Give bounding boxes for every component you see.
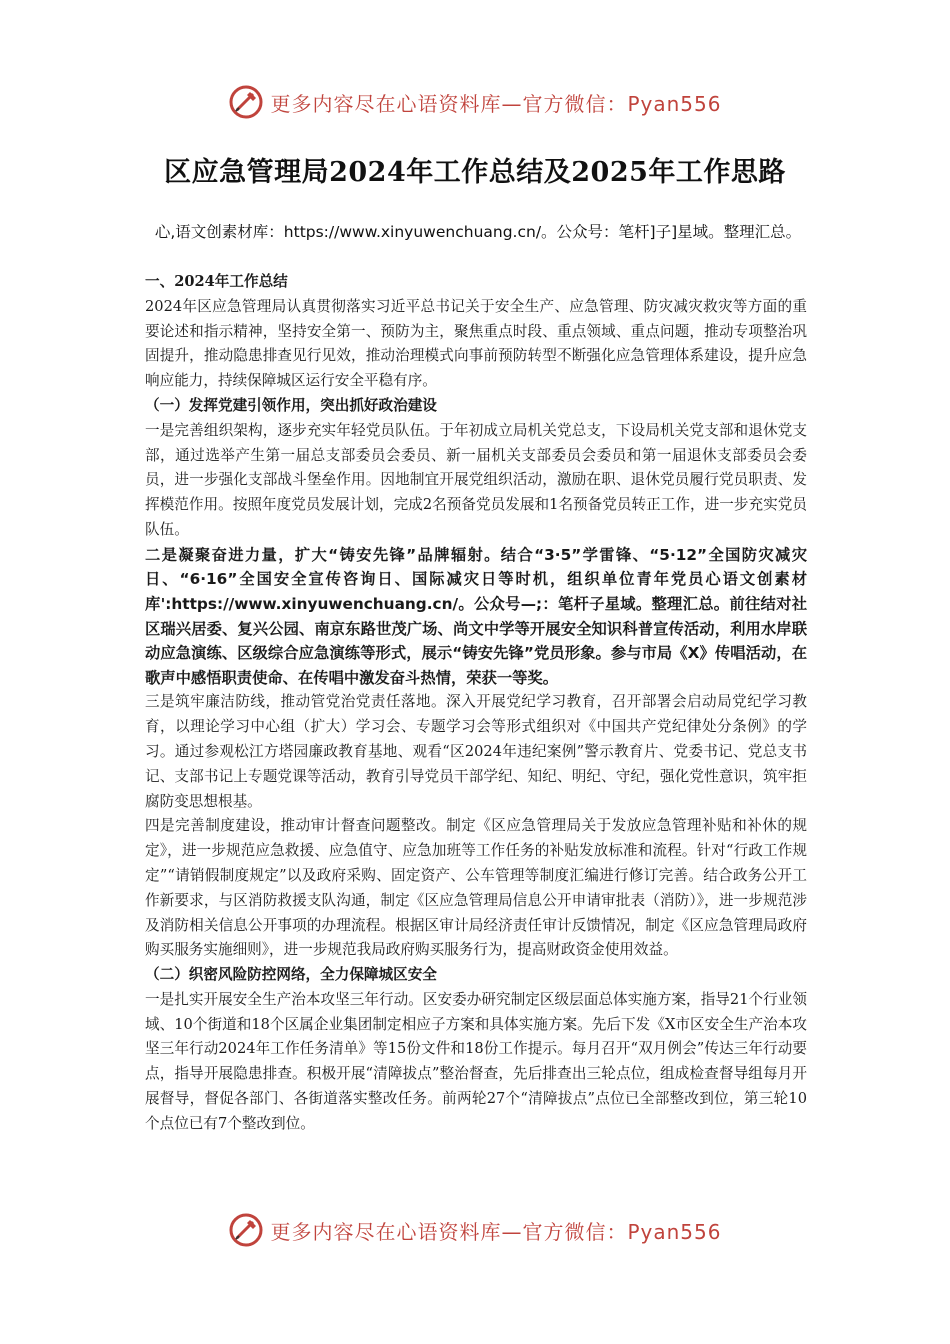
header-banner (0, 80, 950, 124)
paragraph-5: 一是扎实开展安全生产治本攻坚三年行动。区安委办研究制定区级层面总体实施方案，指导21个行业领域、10个街道和18个区属企业集团制定相应子方案和具体实施方案。先后下发《X市区安全生产治本攻坚三年行动2024年工作任务清单》等15份文件和18份工作提示。每月召开“双月例会”传达三年行动要点，指导开展隐患排查。积极开展“清障拔点”整治督查，先后排查出三轮点位，组成检查督导组每月开展督导，督促各部门、各街道落实整改任务。前两轮27个“清障拔点”点位已全部整改到位，第三轮10个点位已有7个整改到位。 (145, 990, 807, 1132)
subsection-heading-2: （二）织密风险防控网络，全力保障城区安全 (145, 966, 437, 984)
logo-icon (228, 84, 264, 120)
paragraph-1: 一是完善组织架构，逐步充实年轻党员队伍。于年初成立局机关党总支，下设局机关党支部和退休党支部，通过选举产生第一届总支部委员会委员、新一届机关支部委员会委员和第一届退休支部委员会委员，进一步强化支部战斗堡垒作用。因地制宜开展党组织活动，激励在职、退休党员履行党员职责、发挥模范作用。按照年度党员发展计划，完成2名预备党员发展和1名预备党员转正工作，进一步充实党员队伍。 (145, 421, 807, 538)
banner-text: 更多内容尽在心语资料库—官方微信：Pyan556 (270, 91, 722, 116)
footer-banner (0, 1208, 950, 1252)
page-title: 区应急管理局2024年工作总结及2025年工作思路 (164, 157, 786, 188)
section-heading: 一、2024年工作总结 (145, 273, 288, 290)
source-note: 心,语文创素材库：https://www.xinyuwenchuang.cn/。公众号：笔杆]子]星域。整理汇总。 (154, 223, 802, 241)
paragraph-4: 四是完善制度建设，推动审计督查问题整改。制定《区应急管理局关于发放应急管理补贴和补休的规定》，进一步规范应急救援、应急值守、应急加班等工作任务的补贴发放标准和流程。针对“行政工作规定”“请销假制度规定”以及政府采购、固定资产、公车管理等制度汇编进行修订完善。结合政务公开工作新要求，与区消防救援支队沟通，制定《区应急管理局信息公开申请审批表（消防）》，进一步规范涉及消防相关信息公开事项的办理流程。根据区审计局经济责任审计反馈情况，制定《区应急管理局政府购买服务实施细则》，进一步规范我局政府购买服务行为，提高财政资金使用效益。 (145, 817, 807, 959)
intro-paragraph: 2024年区应急管理局认真贯彻落实习近平总书记关于安全生产、应急管理、防灾减灾救灾等方面的重要论述和指示精神，坚持安全第一、预防为主，聚焦重点时段、重点领域、重点问题，推动专项整治巩固提升，推动隐患排查见行见效，推动治理模式向事前预防转型不断强化应急管理体系建设，提升应急响应能力，持续保障城区运行安全平稳有序。 (145, 297, 807, 390)
paragraph-3: 三是筑牢廉洁防线，推动管党治党责任落地。深入开展党纪学习教育，召开部署会启动局党纪学习教育，以理论学习中心组（扩大）学习会、专题学习会等形式组织对《中国共产党纪律处分条例》的学习。通过参观松江方塔园廉政教育基地、观看“区2024年违纪案例”警示教育片、党委书记、党总支书记、支部书记上专题党课等活动，教育引导党员干部学纪、知纪、明纪、守纪，强化党性意识，筑牢拒腐防变思想根基。 (145, 693, 807, 810)
subsection-heading-1: （一）发挥党建引领作用，突出抓好政治建设 (145, 396, 437, 414)
paragraph-2: 二是凝聚奋进力量，扩大“铸安先锋”品牌辐射。结合“3·5”学雷锋、“5·12”全国防灾减灾日、“6·16”全国安全宣传咨询日、国际减灾日等时机，组织单位青年党员心语文创素材库':https://www.xinyuwenchuang.cn/。公众号—;：笔杆子星域。整理汇总。前往结对社区瑞兴居委、复兴公园、南京东路世茂广场、尚文中学等开展安全知识科普宣传活动，利用水岸联动应急演练、区级综合应急演练等形式，展示“铸安先锋”党员形象。参与市局《X》传唱活动，在歌声中感悟职责使命、在传唱中激发奋斗热情，荣获一等奖。 (145, 545, 807, 687)
document-body (145, 270, 807, 1137)
logo-icon (228, 1212, 264, 1248)
banner-text: 更多内容尽在心语资料库—官方微信：Pyan556 (270, 1219, 722, 1244)
